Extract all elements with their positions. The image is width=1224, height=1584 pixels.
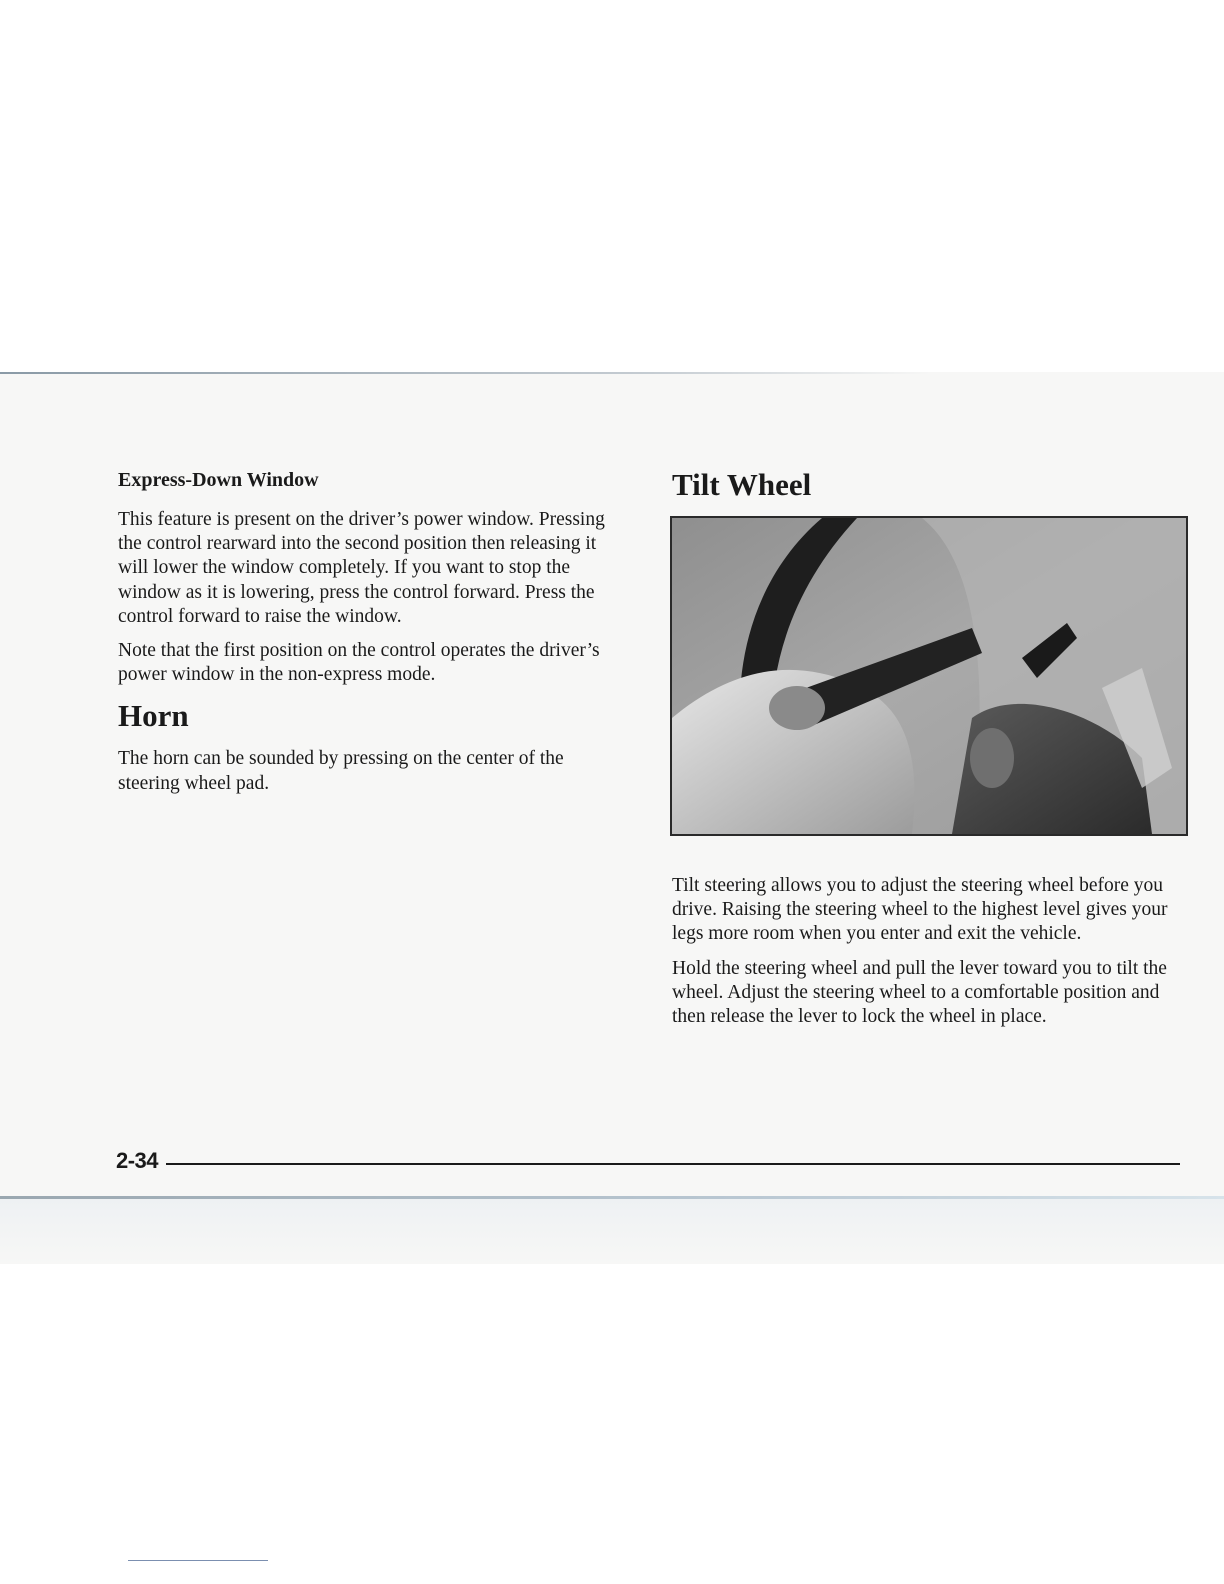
page-footer: [116, 1144, 1180, 1178]
page-number: 2-34: [116, 1148, 159, 1173]
footer-rule: [166, 1163, 1180, 1165]
tilt-paragraph-1: Tilt steering allows you to adjust the steering wheel before you drive. Raising the steering wheel to the highest level gives your legs more room when you enter and exit the vehicle.: [672, 875, 1168, 945]
right-column: [672, 466, 1192, 1039]
column-knob: [970, 728, 1014, 788]
scan-top-edge: [0, 372, 930, 374]
horn-paragraph: The horn can be sounded by pressing on the center of the steering wheel pad.: [118, 748, 564, 794]
tilt-wheel-photo: [670, 516, 1188, 836]
express-down-paragraph-1: This feature is present on the driver’s power window. Pressing the control rearward into the second position then releasing it will lower the window completely. If you want to stop the window as it is lowering, press the control forward. Press the control forward to raise the window.: [118, 509, 605, 627]
horn-heading: Horn: [118, 698, 189, 734]
steering-column-illustration: [672, 518, 1186, 834]
bottom-stub-line: [128, 1560, 268, 1561]
scan-bottom-shadow: [0, 1199, 1224, 1264]
tilt-wheel-heading: Tilt Wheel: [672, 467, 812, 502]
tilt-paragraph-2: Hold the steering wheel and pull the lever toward you to tilt the wheel. Adjust the steering wheel to a comfortable position and then release the lever to lock the wheel in place.: [672, 957, 1167, 1028]
express-down-paragraph-2: Note that the first position on the control operates the driver’s power window in the non-express mode.: [118, 640, 600, 686]
lever-knob: [769, 686, 825, 730]
express-down-heading: Express-Down Window: [118, 469, 319, 491]
left-column: [118, 466, 614, 806]
